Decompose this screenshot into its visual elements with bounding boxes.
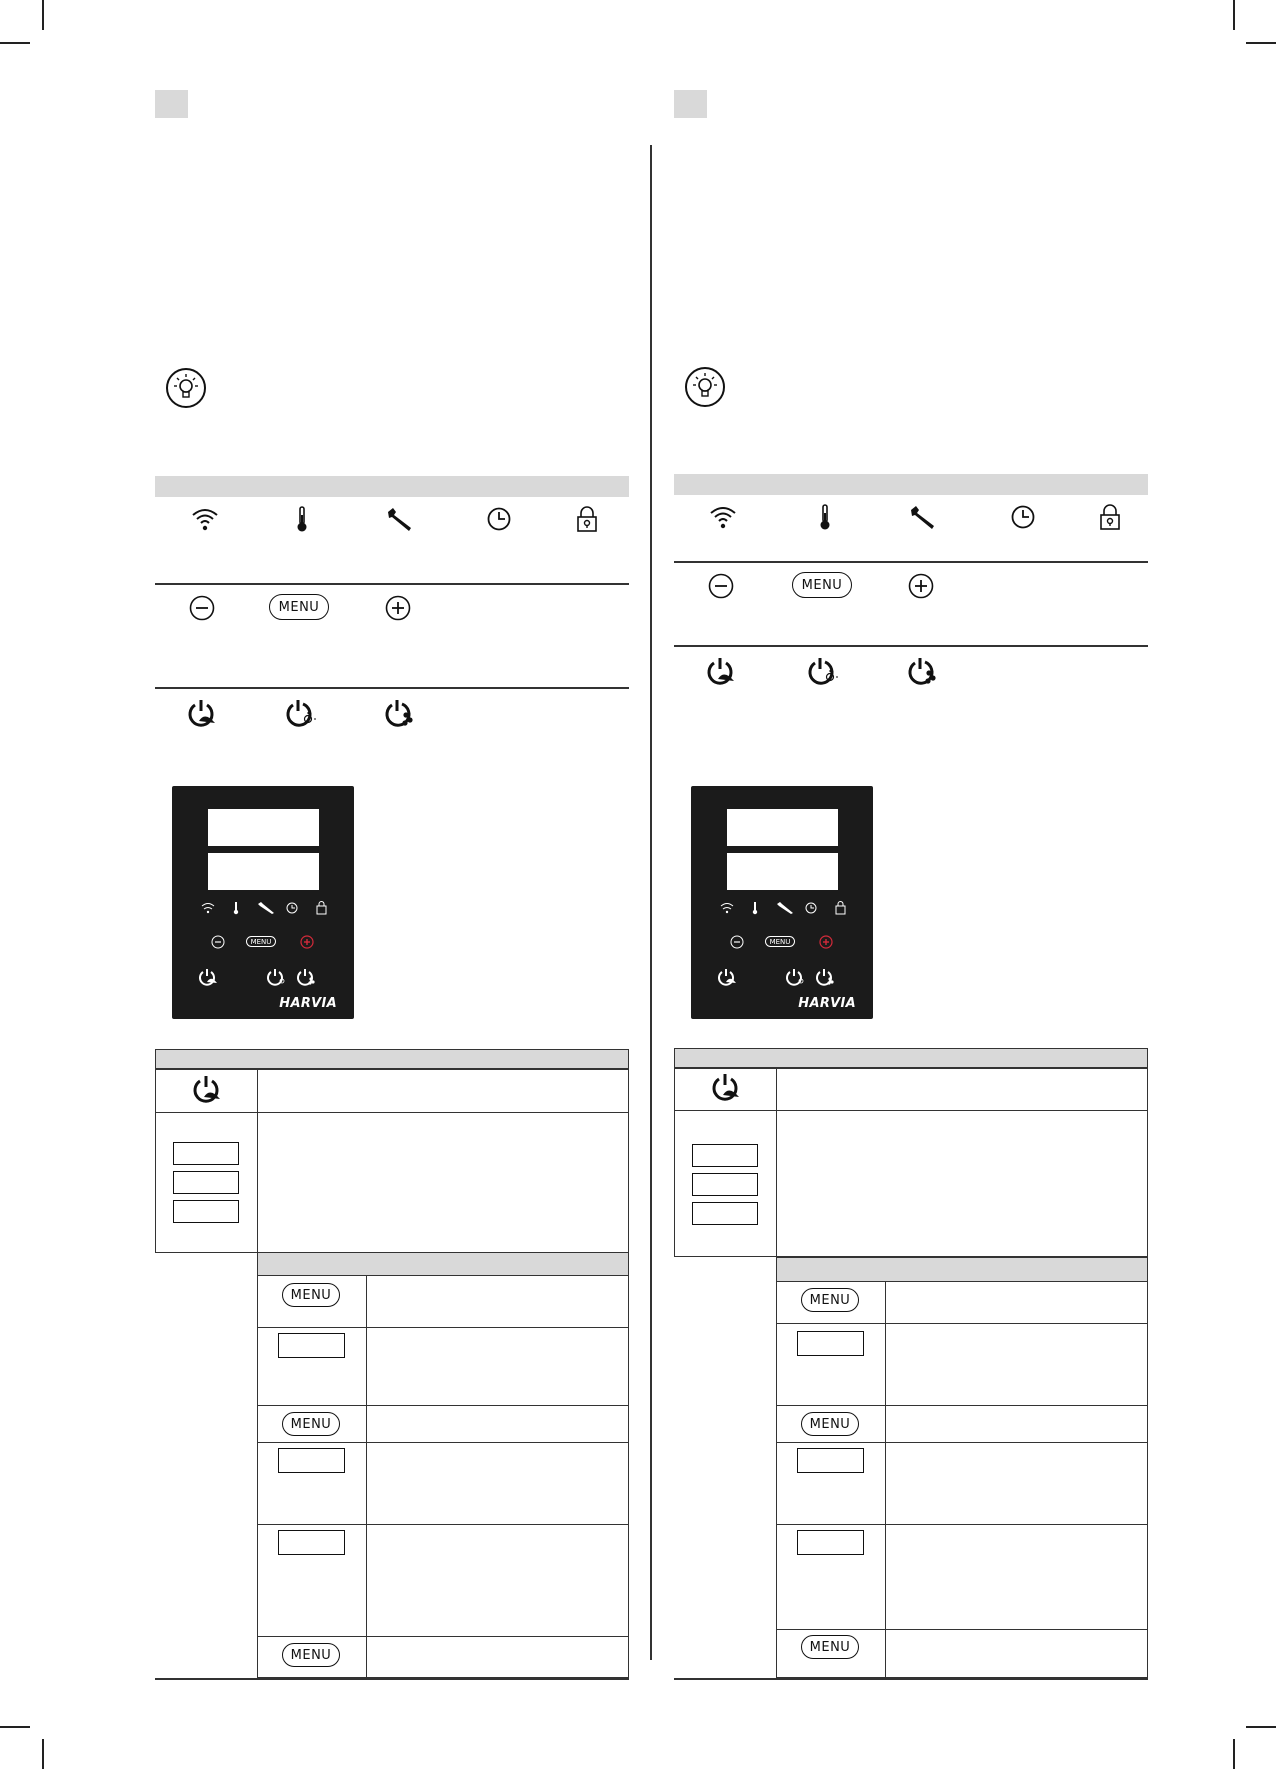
sub-table-col-line — [885, 1281, 886, 1678]
bottom-rule — [674, 1678, 1148, 1680]
display-box — [797, 1448, 864, 1473]
display-screen-bottom — [727, 853, 838, 890]
menu-button: MENU — [269, 594, 329, 620]
panel-icons-row — [200, 901, 330, 915]
power-sauna-icon — [185, 699, 219, 729]
table-header-bar — [155, 1049, 629, 1070]
sub-table-row-line — [257, 1405, 629, 1406]
thermometer-icon — [818, 503, 832, 531]
sub-table-row-line — [776, 1442, 1148, 1443]
row-separator — [155, 687, 629, 689]
sub-table-row-line — [776, 1629, 1148, 1630]
crop-mark — [1233, 1739, 1235, 1769]
minus-icon — [189, 595, 215, 621]
menu-button: MENU — [792, 572, 852, 598]
menu-button: MENU — [282, 1412, 340, 1436]
panel-minus-icon — [730, 935, 744, 949]
display-box — [692, 1144, 758, 1167]
power-fan-icon — [382, 699, 416, 729]
power-light-icon — [283, 699, 317, 729]
wifi-icon — [709, 505, 737, 529]
panel-plus-icon — [819, 935, 833, 949]
plus-icon — [908, 573, 934, 599]
crop-mark — [1246, 42, 1276, 44]
sub-table-row-line — [257, 1636, 629, 1637]
section-header-bar — [674, 474, 1148, 495]
display-box — [797, 1530, 864, 1555]
display-screen-bottom — [208, 853, 319, 890]
language-chip — [155, 90, 188, 118]
lock-icon — [575, 505, 599, 533]
display-box — [278, 1448, 345, 1473]
power-light-icon — [805, 657, 839, 687]
thermometer-icon — [295, 505, 309, 533]
language-chip — [674, 90, 707, 118]
menu-button: MENU — [801, 1412, 859, 1436]
row-separator — [674, 645, 1148, 647]
panel-minus-icon — [211, 935, 225, 949]
bottom-rule — [155, 1678, 629, 1680]
display-box — [173, 1171, 239, 1194]
sub-table-row-line — [776, 1405, 1148, 1406]
control-panel-image — [172, 786, 354, 1019]
sub-table-row-line — [776, 1323, 1148, 1324]
sub-table-header-bar — [776, 1257, 1148, 1282]
panel-power-icons — [718, 968, 858, 986]
power-sauna-icon — [709, 1073, 743, 1103]
display-box — [692, 1173, 758, 1196]
menu-button: MENU — [282, 1643, 340, 1667]
lightbulb-icon — [165, 367, 207, 409]
row-separator — [155, 583, 629, 585]
power-sauna-icon — [704, 657, 738, 687]
column-divider — [650, 145, 652, 1660]
power-fan-icon — [905, 657, 939, 687]
table-header-bar — [674, 1048, 1148, 1069]
menu-button: MENU — [801, 1635, 859, 1659]
crop-mark — [0, 42, 30, 44]
display-box — [173, 1142, 239, 1165]
sub-table-header-bar — [257, 1252, 629, 1276]
crop-mark — [1233, 0, 1235, 30]
clock-icon — [486, 506, 512, 532]
sub-table-col-line — [366, 1275, 367, 1678]
crop-mark — [0, 1726, 30, 1728]
wrench-icon — [385, 506, 415, 532]
row-separator — [674, 561, 1148, 563]
sub-table-row-line — [257, 1524, 629, 1525]
display-screen-top — [208, 809, 319, 846]
section-header-bar — [155, 476, 629, 497]
panel-plus-icon — [300, 935, 314, 949]
menu-button: MENU — [801, 1288, 859, 1312]
display-box — [692, 1202, 758, 1225]
panel-icons-row — [719, 901, 849, 915]
display-box — [278, 1530, 345, 1555]
panel-menu-button: MENU — [246, 936, 276, 947]
clock-icon — [1010, 504, 1036, 530]
panel-menu-button: MENU — [765, 936, 795, 947]
display-box — [173, 1200, 239, 1223]
crop-mark — [1246, 1726, 1276, 1728]
wifi-icon — [191, 507, 219, 531]
minus-icon — [708, 573, 734, 599]
brand-logo: HARVIA — [279, 996, 337, 1011]
display-screen-top — [727, 809, 838, 846]
plus-icon — [385, 595, 411, 621]
wrench-icon — [908, 504, 938, 530]
lock-icon — [1098, 503, 1122, 531]
menu-button: MENU — [282, 1283, 340, 1307]
sub-table-row-line — [257, 1327, 629, 1328]
sub-table-row-line — [776, 1524, 1148, 1525]
table-row-line — [155, 1112, 629, 1113]
sub-table-row-line — [257, 1442, 629, 1443]
control-panel-image — [691, 786, 873, 1019]
table-row-line — [674, 1110, 1148, 1111]
crop-mark — [42, 1739, 44, 1769]
display-box — [278, 1333, 345, 1358]
panel-power-icons — [199, 968, 339, 986]
crop-mark — [42, 0, 44, 30]
power-sauna-icon — [190, 1075, 224, 1105]
brand-logo: HARVIA — [798, 996, 856, 1011]
display-box — [797, 1331, 864, 1356]
lightbulb-icon — [684, 366, 726, 408]
